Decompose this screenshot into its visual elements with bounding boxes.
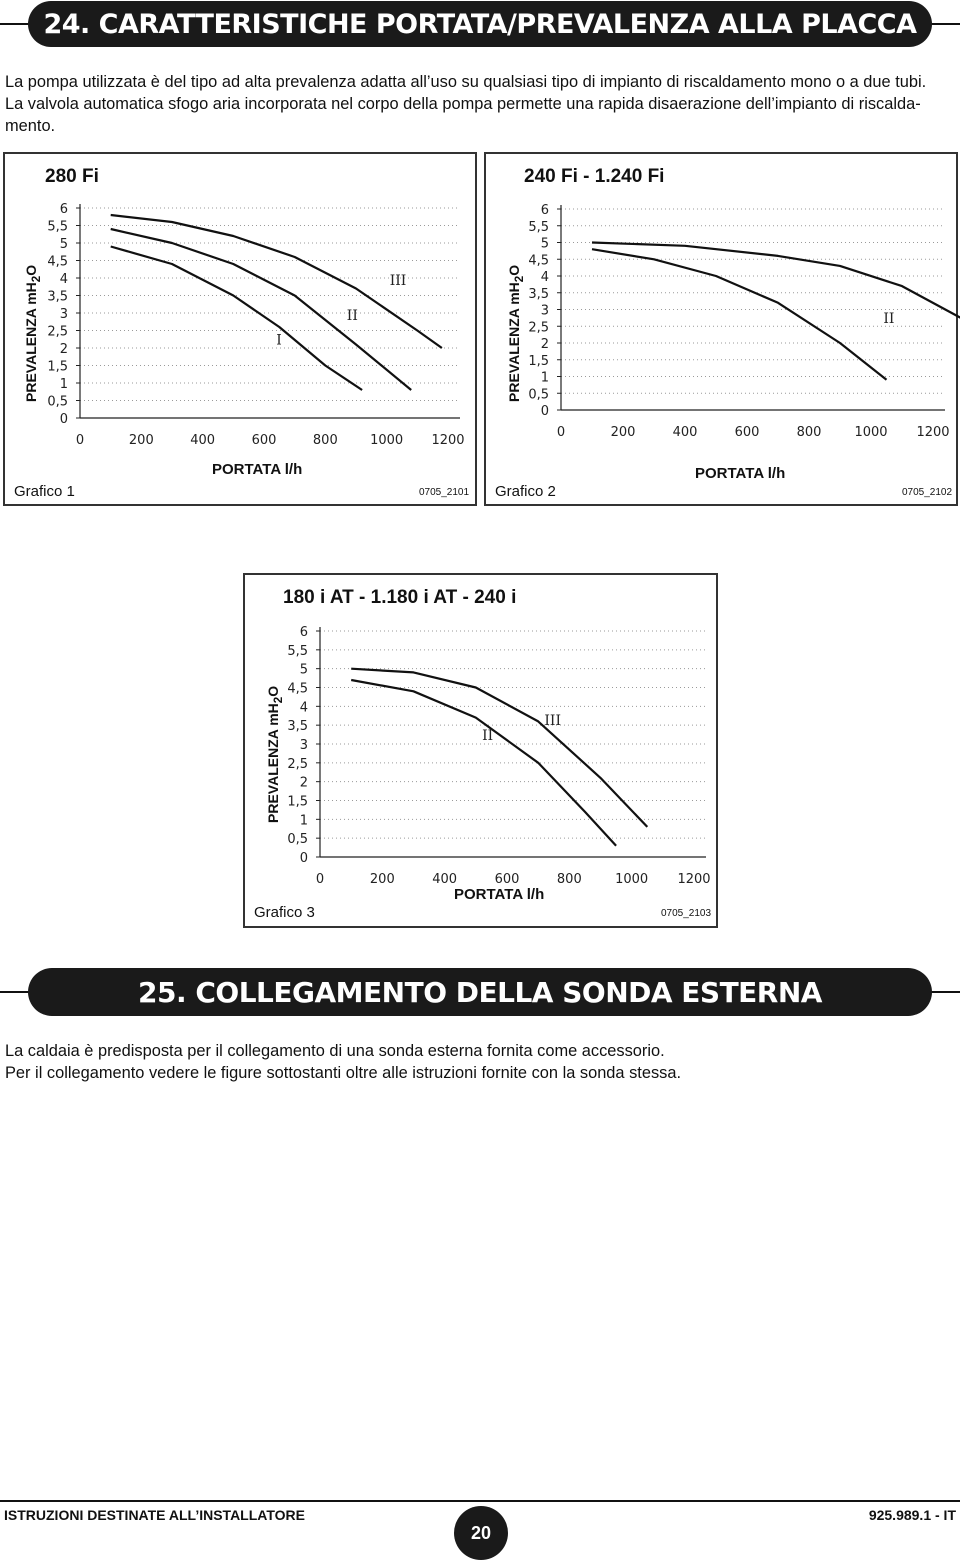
y-tick-label: 2 xyxy=(59,342,68,357)
footer-left-text: ISTRUZIONI DESTINATE ALL’INSTALLATORE xyxy=(4,1507,305,1523)
section-24-heading: 24. CARATTERISTICHE PORTATA/PREVALENZA ALLA PLACCA xyxy=(28,1,932,47)
graph-name: Grafico 3 xyxy=(254,904,315,921)
y-tick-label: 0 xyxy=(540,404,549,419)
chart-title: 180 i AT - 1.180 i AT - 240 i xyxy=(283,587,517,608)
y-axis-label-text: PREVALENZA mH xyxy=(506,282,522,402)
series-line-iii xyxy=(592,243,960,320)
x-tick-label: 600 xyxy=(734,425,760,440)
paragraph-line: Per il collegamento vedere le figure sottostanti oltre alle istruzioni fornite con la sonda stessa. xyxy=(5,1064,682,1082)
section-25-heading: 25. COLLEGAMENTO DELLA SONDA ESTERNA xyxy=(28,968,932,1016)
y-axis-label-end: O xyxy=(506,264,522,276)
y-axis-label-end: O xyxy=(23,264,39,276)
y-tick-label: 4 xyxy=(299,700,308,716)
y-tick-label: 0,5 xyxy=(528,387,549,403)
y-axis-label-text: PREVALENZA mH xyxy=(23,282,39,402)
footer-right-text: 925.989.1 - IT xyxy=(868,1507,956,1523)
y-axis-label-sub: 2 xyxy=(271,696,285,704)
y-tick-label: 4 xyxy=(540,270,549,285)
y-tick-label: 6 xyxy=(299,625,308,640)
y-axis-label-sub: 2 xyxy=(29,275,43,283)
y-tick-label: 5,5 xyxy=(47,219,68,235)
y-tick-label: 1 xyxy=(540,370,549,386)
y-tick-label: 2,5 xyxy=(47,324,68,340)
chart-box-grafico-1 xyxy=(3,152,477,506)
y-tick-label: 5 xyxy=(299,662,308,678)
series-label: I xyxy=(276,332,282,349)
series-line-ii xyxy=(592,249,887,380)
chart-plot xyxy=(245,575,720,930)
x-tick-label: 0 xyxy=(75,433,85,448)
y-tick-label: 2,5 xyxy=(528,320,549,336)
x-tick-label: 0 xyxy=(556,425,566,440)
x-tick-label: 800 xyxy=(312,433,338,448)
y-axis-label-end: O xyxy=(265,685,281,697)
y-tick-label: 2 xyxy=(299,775,308,791)
y-tick-label: 3,5 xyxy=(47,289,68,305)
section-24-paragraph xyxy=(5,71,955,137)
series-label: III xyxy=(544,713,561,730)
series-label: II xyxy=(346,308,358,324)
chart-title: 240 Fi - 1.240 Fi xyxy=(524,166,665,187)
section-25-paragraph xyxy=(5,1040,955,1084)
graph-name: Grafico 1 xyxy=(14,483,75,500)
y-tick-label: 3 xyxy=(59,307,68,322)
graph-code: 0705_2101 xyxy=(419,487,470,498)
x-tick-label: 1000 xyxy=(370,433,404,448)
x-axis-label: PORTATA l/h xyxy=(454,886,545,903)
chart-plot xyxy=(5,154,479,508)
x-tick-label: 800 xyxy=(796,425,822,440)
y-tick-label: 4,5 xyxy=(528,253,549,269)
chart-plot xyxy=(486,154,960,508)
graph-name: Grafico 2 xyxy=(495,483,556,500)
y-tick-label: 0,5 xyxy=(287,832,308,848)
x-axis-label: PORTATA l/h xyxy=(695,465,786,482)
y-tick-label: 4,5 xyxy=(47,254,68,270)
y-tick-label: 4,5 xyxy=(287,681,308,697)
x-tick-label: 1200 xyxy=(431,433,465,448)
y-tick-label: 3,5 xyxy=(528,286,549,302)
y-axis-label-text: PREVALENZA mH xyxy=(265,703,281,823)
y-tick-label: 3 xyxy=(540,303,549,319)
y-tick-label: 4 xyxy=(59,272,68,287)
x-tick-label: 400 xyxy=(432,872,458,887)
y-tick-label: 6 xyxy=(59,202,68,217)
x-tick-label: 400 xyxy=(190,433,216,448)
y-tick-label: 5,5 xyxy=(287,643,308,659)
series-line-iii xyxy=(351,669,647,827)
y-tick-label: 0 xyxy=(59,412,68,427)
y-tick-label: 5 xyxy=(59,237,68,252)
series-label: II xyxy=(883,310,895,327)
y-tick-label: 0,5 xyxy=(47,394,68,410)
x-tick-label: 600 xyxy=(494,872,520,887)
y-tick-label: 3,5 xyxy=(287,719,308,735)
paragraph-line: mento. xyxy=(5,117,56,135)
x-tick-label: 400 xyxy=(672,425,698,440)
y-tick-label: 1 xyxy=(59,377,68,392)
series-label: II xyxy=(482,728,494,745)
graph-code: 0705_2103 xyxy=(661,908,712,919)
paragraph-line: La pompa utilizzata è del tipo ad alta prevalenza adatta all’uso su qualsiasi tipo di impianto di riscaldamento mono o a due tubi. xyxy=(5,73,927,91)
chart-box-grafico-2 xyxy=(484,152,958,506)
y-tick-label: 1,5 xyxy=(47,359,68,375)
graph-code: 0705_2102 xyxy=(902,487,953,498)
page-number: 20 xyxy=(454,1506,508,1560)
x-tick-label: 800 xyxy=(556,872,582,887)
y-tick-label: 1,5 xyxy=(528,353,549,369)
x-tick-label: 200 xyxy=(128,433,154,448)
x-tick-label: 600 xyxy=(251,433,277,448)
chart-box-grafico-3 xyxy=(243,573,718,928)
x-tick-label: 200 xyxy=(610,425,636,440)
y-tick-label: 6 xyxy=(540,203,549,218)
footer-rule xyxy=(0,1500,960,1502)
chart-title: 280 Fi xyxy=(45,166,99,187)
x-tick-label: 1000 xyxy=(615,872,649,887)
x-tick-label: 1000 xyxy=(854,425,888,440)
paragraph-line: La caldaia è predisposta per il collegamento di una sonda esterna fornita come accessorio. xyxy=(5,1042,665,1060)
y-tick-label: 5,5 xyxy=(528,219,549,235)
y-tick-label: 1 xyxy=(299,813,308,829)
y-tick-label: 2,5 xyxy=(287,756,308,772)
x-tick-label: 1200 xyxy=(677,872,711,887)
y-axis-label-sub: 2 xyxy=(512,275,526,283)
x-axis-label: PORTATA l/h xyxy=(212,461,303,478)
y-tick-label: 2 xyxy=(540,337,549,352)
x-tick-label: 1200 xyxy=(916,425,950,440)
y-tick-label: 0 xyxy=(299,851,308,866)
paragraph-line: La valvola automatica sfogo aria incorporata nel corpo della pompa permette una rapida disaerazione dell’impianto di riscalda- xyxy=(5,95,921,113)
x-tick-label: 0 xyxy=(315,872,325,887)
y-tick-label: 3 xyxy=(299,738,308,753)
y-tick-label: 5 xyxy=(540,236,549,252)
x-tick-label: 200 xyxy=(369,872,395,887)
y-tick-label: 1,5 xyxy=(287,794,308,810)
series-label: III xyxy=(389,273,407,289)
